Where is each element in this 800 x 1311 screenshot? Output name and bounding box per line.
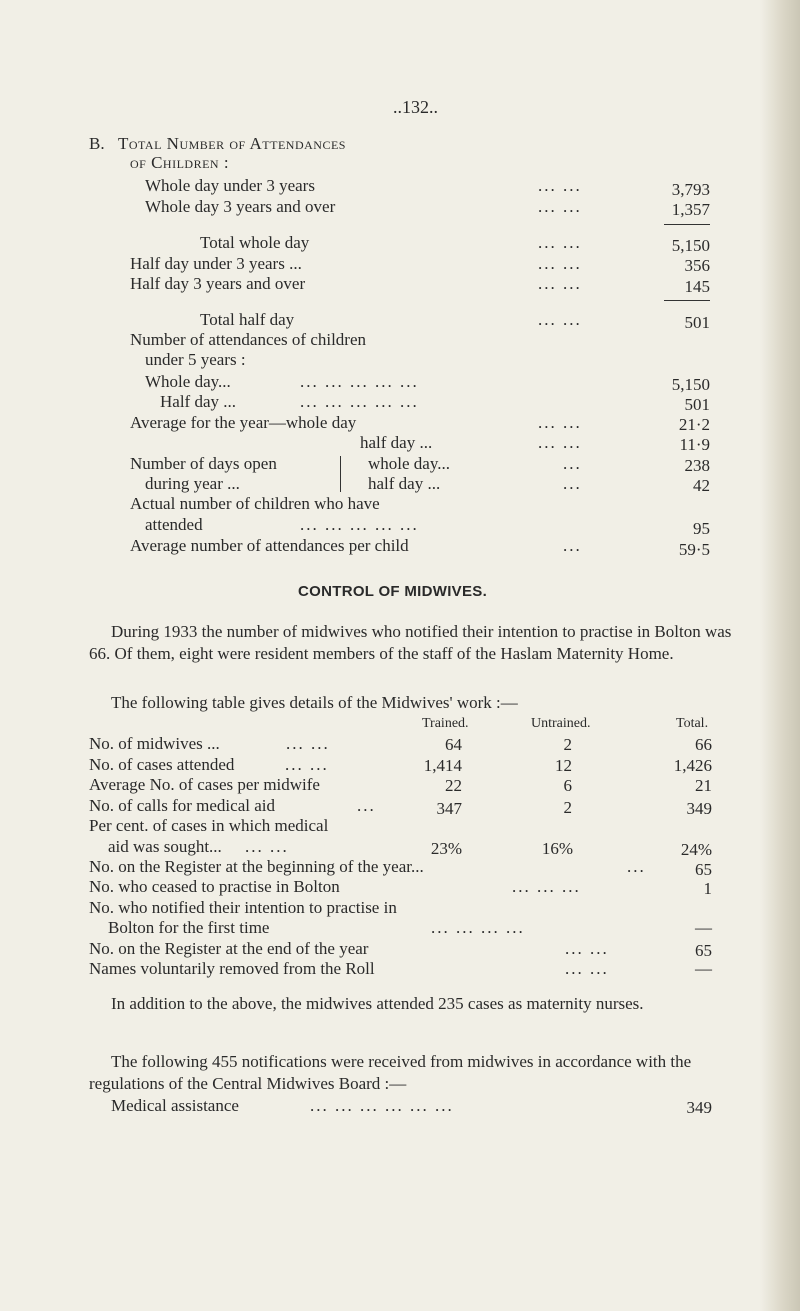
row-label: half day ... [360,433,433,452]
sum-rule [664,300,710,301]
row-value: 501 [684,395,710,414]
cell-untrained: 16% [541,839,573,858]
bracket [340,456,347,492]
section-letter: B. [89,134,105,153]
row-value: 42 [693,476,710,495]
cell-total: 24% [680,840,712,859]
row-value: 11·9 [679,435,710,454]
row-label: Average for the year—whole day [130,413,357,432]
table-row-dots: ... ... [245,837,289,856]
row-dots: ... ... [538,433,582,452]
final-row-label: Medical assistance [111,1096,239,1115]
register-row-label: No. on the Register at the beginning of the year... [89,857,424,876]
row-dots: ... ... [538,413,582,432]
row-label: under 5 years : [145,350,246,369]
row-value: 501 [684,313,710,332]
row-sublabel: half day ... [368,474,441,493]
row-dots: ... ... ... ... ... [300,392,419,411]
page-number: ..132.. [393,97,438,117]
row-dots: ... ... ... ... ... [300,372,419,391]
row-label: Average number of attendances per child [130,536,409,555]
row-sublabel: whole day... [368,454,450,473]
table-row-label: Per cent. of cases in which medical [89,816,329,835]
cell-untrained: 12 [555,756,572,775]
table-row-dots: ... ... [285,755,329,774]
row-label: Half day under 3 years ... [130,254,302,273]
row-dots: ... ... [538,176,582,195]
cell-total: 21 [695,776,712,795]
register-row-value: 1 [703,879,712,898]
row-label: Number of attendances of children [130,330,367,349]
register-row-value: — [695,959,712,978]
row-dots: ... ... [538,197,582,216]
section-title: CONTROL OF MIDWIVES. [298,583,488,600]
cell-trained: 22 [445,776,462,795]
cell-trained: 347 [436,799,462,818]
row-value: 21·2 [678,415,710,434]
row-value: 3,793 [671,180,710,199]
row-value: 95 [693,519,710,538]
register-row-dots: ... ... ... ... [431,918,525,937]
row-value: 1,357 [671,200,710,219]
register-row-label: No. on the Register at the end of the year [89,939,369,958]
row-label: Whole day 3 years and over [145,197,336,216]
register-row-label: Bolton for the first time [108,918,270,937]
register-row-dots: ... ... ... [512,877,581,896]
register-row-value: 65 [695,941,712,960]
sum-rule [664,224,710,225]
row-label: Half day ... [160,392,237,411]
table-row-label: No. of cases attended [89,755,235,774]
row-dots: ... ... ... ... ... [300,515,419,534]
register-row-value: 65 [695,860,712,879]
row-value: 59·5 [678,540,710,559]
row-label: attended [145,515,203,534]
table-row-label: No. of midwives ... [89,734,220,753]
table-row-label: aid was sought... [108,837,222,856]
cell-total: 349 [686,799,712,818]
row-value: 238 [684,456,710,475]
table-row-label: No. of calls for medical aid [89,796,275,815]
column-header: Untrained. [531,716,591,731]
paragraph: In addition to the above, the midwives attended 235 cases as maternity nurses. [111,994,644,1013]
row-label: Total whole day [200,233,310,252]
row-dots: ... [563,454,582,473]
row-dots: ... ... [538,233,582,252]
section-heading-line1: Total Number of Attendances [118,134,346,153]
table-row-label: Average No. of cases per midwife [89,775,320,794]
row-value: 356 [684,256,710,275]
paragraph: During 1933 the number of midwives who notified their intention to practise in Bolton was 66. Of them, eight were resident members of the staff of the Haslam Maternity Home. [89,622,732,663]
row-dots: ... ... [538,310,582,329]
row-value: 145 [684,277,710,296]
table-row-dots: ... ... [286,734,330,753]
cell-trained: 1,414 [423,756,462,775]
row-dots: ... ... [538,274,582,293]
column-header: Trained. [422,716,469,731]
row-label: Actual number of children who have [130,494,380,513]
cell-total: 66 [695,735,712,754]
register-row-dots: ... ... [565,959,609,978]
column-header: Total. [676,716,709,731]
row-dots: ... [563,474,582,493]
register-row-label: No. who notified their intention to practise in [89,898,397,917]
cell-trained: 23% [430,839,462,858]
register-row-dots: ... [627,857,646,876]
row-label: Total half day [200,310,295,329]
row-label: Number of days open [130,454,277,473]
row-label: Whole day... [145,372,231,391]
row-label: Whole day under 3 years [145,176,315,195]
register-row-label: Names voluntarily removed from the Roll [89,959,375,978]
cell-untrained: 6 [563,776,572,795]
table-row-dots: ... [357,796,376,815]
paragraph: The following 455 notifications were received from midwives in accordance with the regulations of the Central Midwives Board :— [89,1052,692,1093]
register-row-label: No. who ceased to practise in Bolton [89,877,340,896]
row-value: 5,150 [671,236,710,255]
paragraph: The following table gives details of the Midwives' work :— [111,693,518,712]
row-label: during year ... [145,474,240,493]
cell-total: 1,426 [673,756,712,775]
cell-trained: 64 [445,735,462,754]
register-row-dots: ... ... [565,939,609,958]
row-dots: ... ... [538,254,582,273]
cell-untrained: 2 [563,798,572,817]
row-value: 5,150 [671,375,710,394]
section-heading-line2: of Children : [130,153,230,172]
register-row-value: — [695,918,712,937]
final-row-dots: ... ... ... ... ... ... [310,1096,454,1115]
row-label: Half day 3 years and over [130,274,306,293]
final-row-value: 349 [686,1098,712,1117]
cell-untrained: 2 [563,735,572,754]
page-edge-shadow [760,0,800,1311]
row-dots: ... [563,536,582,555]
